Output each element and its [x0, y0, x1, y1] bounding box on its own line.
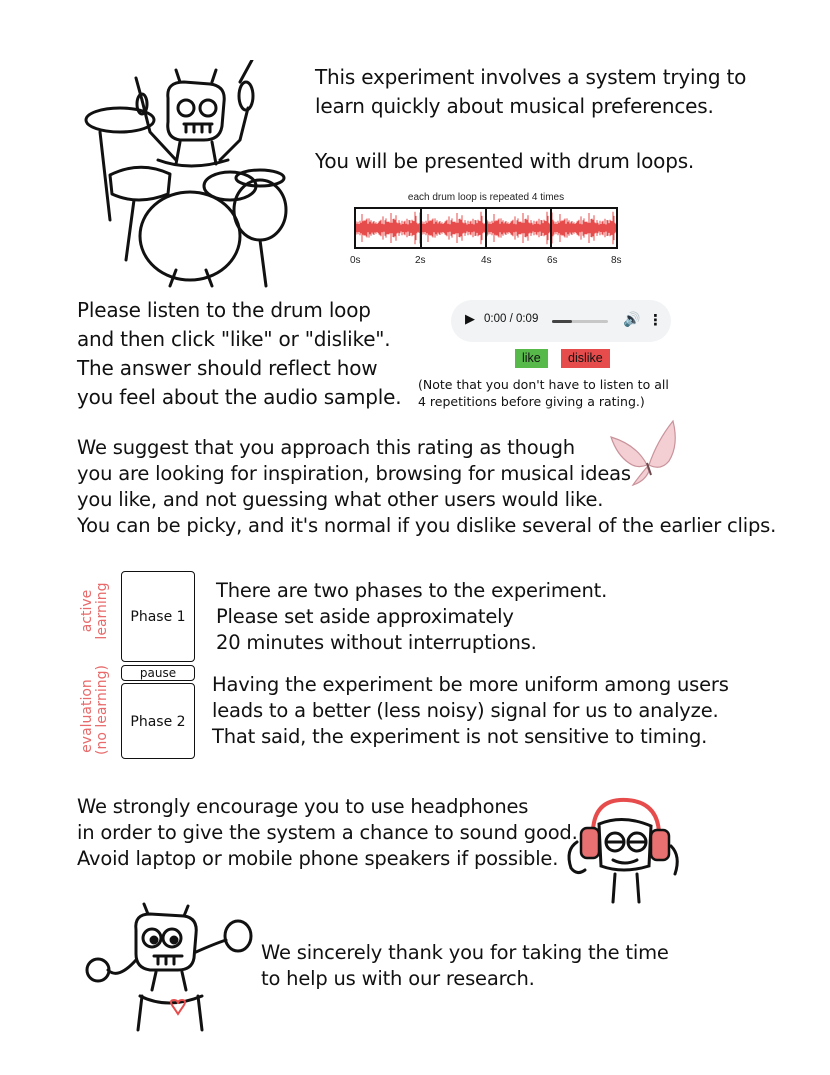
dislike-button[interactable]: dislike: [561, 349, 610, 368]
instructions-line-2: and then click "like" or "dislike".: [77, 327, 391, 351]
audio-player: [451, 300, 671, 342]
evaluation-label: [79, 665, 110, 755]
phase-text-5: leads to a better (less noisy) signal for us to analyze.: [212, 699, 719, 722]
waveform-caption: each drum loop is repeated 4 times: [407, 192, 565, 203]
evaluation-label-line-2: (no learning): [94, 665, 110, 755]
active-label-line-1: active: [79, 589, 95, 633]
pause-box: pause: [121, 665, 195, 681]
waveform: [354, 207, 618, 249]
tick-2s: 2s: [415, 255, 426, 266]
repetition-divider: [550, 209, 552, 247]
repetition-divider: [485, 209, 487, 247]
volume-icon[interactable]: 🔊: [623, 312, 641, 328]
seek-progress: [552, 320, 572, 323]
headphones-line-1: We strongly encourage you to use headphones: [77, 795, 529, 818]
phase-text-6: That said, the experiment is not sensitive to timing.: [212, 725, 708, 748]
intro-line-2: learn quickly about musical preferences.: [315, 94, 714, 118]
thanks-line-2: to help us with our research.: [261, 967, 535, 990]
instructions-line-4: you feel about the audio sample.: [77, 385, 402, 409]
active-label-line-2: learning: [94, 582, 110, 640]
phase-text-1: There are two phases to the experiment.: [216, 579, 608, 602]
repetition-divider: [420, 209, 422, 247]
intro-line-1: This experiment involves a system trying to: [315, 65, 747, 89]
play-icon[interactable]: ▶: [465, 312, 475, 327]
more-vert-icon[interactable]: ⋮: [648, 311, 663, 329]
suggestion-line-2: you are looking for inspiration, browsing for musical ideas: [77, 462, 631, 485]
headphones-line-3: Avoid laptop or mobile phone speakers if possible.: [77, 847, 559, 870]
tick-6s: 6s: [547, 255, 558, 266]
butterfly-illustration: [607, 415, 681, 487]
instructions-line-3: The answer should reflect how: [77, 356, 378, 380]
note-line-1: (Note that you don't have to listen to all: [418, 377, 669, 392]
phase-1-box: Phase 1: [121, 571, 195, 662]
phase-text-2: Please set aside approximately: [216, 605, 514, 628]
tick-8s: 8s: [611, 255, 622, 266]
seek-bar[interactable]: [552, 320, 608, 323]
evaluation-label-line-1: evaluation: [79, 679, 95, 753]
phase-text-4: Having the experiment be more uniform among users: [212, 673, 729, 696]
like-button[interactable]: like: [515, 349, 548, 368]
suggestion-line-3: you like, and not guessing what other users would like.: [77, 488, 604, 511]
suggestion-line-4: You can be picky, and it's normal if you dislike several of the earlier clips.: [77, 514, 777, 537]
drummer-robot-illustration: [80, 60, 290, 290]
headphones-line-2: in order to give the system a chance to sound good.: [77, 821, 578, 844]
waving-robot-illustration: [78, 900, 258, 1035]
phase-2-box: Phase 2: [121, 683, 195, 759]
thanks-line-1: We sincerely thank you for taking the time: [261, 941, 669, 964]
note-line-2: 4 repetitions before giving a rating.): [418, 394, 645, 409]
phase-text-3: 20 minutes without interruptions.: [216, 631, 537, 654]
instructions-line-1: Please listen to the drum loop: [77, 298, 371, 322]
headphones-robot-illustration: [563, 790, 683, 910]
waveform-path: [356, 212, 618, 244]
active-learning-label: [80, 576, 110, 646]
tick-4s: 4s: [481, 255, 492, 266]
suggestion-line-1: We suggest that you approach this rating as though: [77, 436, 575, 459]
tick-0s: 0s: [350, 255, 361, 266]
player-time: 0:00 / 0:09: [484, 313, 539, 325]
intro-line-3: You will be presented with drum loops.: [315, 149, 695, 173]
